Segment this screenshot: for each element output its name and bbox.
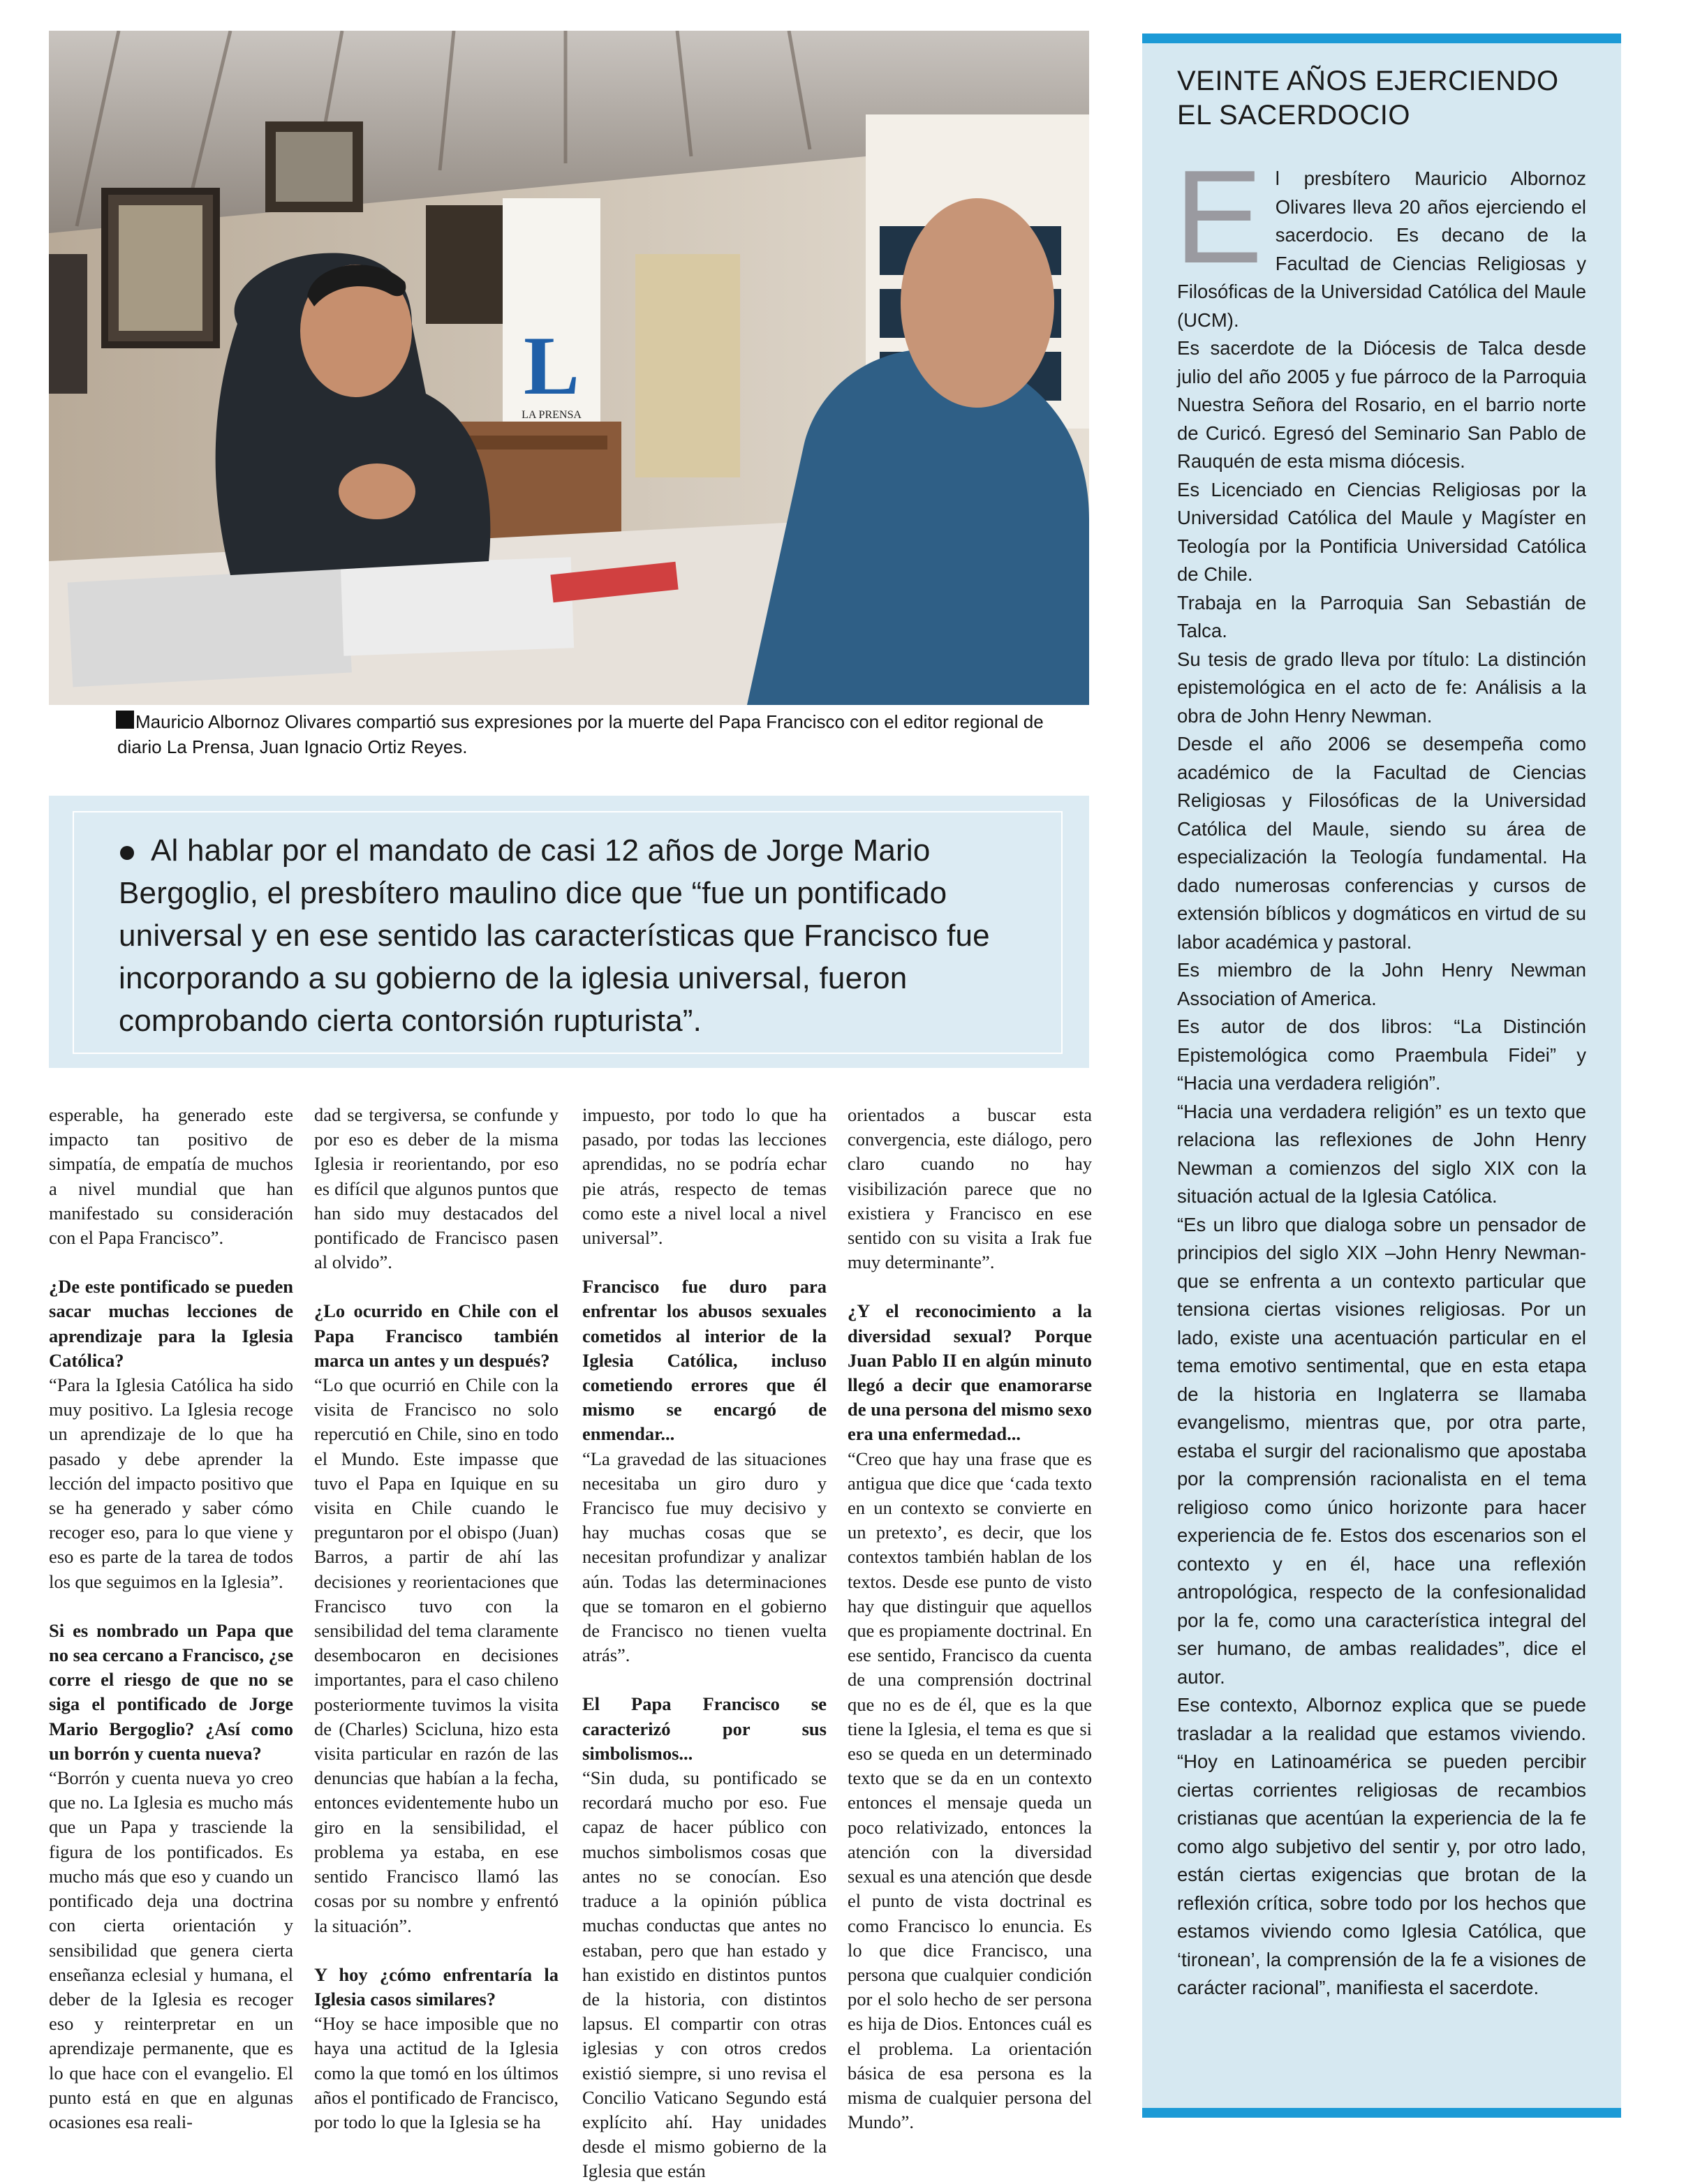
interview-question: Y hoy ¿cómo enfrentaría la Iglesia casos similares? — [314, 1963, 559, 2010]
sidebar-paragraph: Trabaja en la Parroquia San Sebastián de Talca. — [1177, 591, 1586, 641]
interview-answer: dad se tergiversa, se confunde y por eso es deber de la misma Iglesia ir reorientando, por eso es difícil que algunos puntos que han sido muy destacados del pontificado de Francisco pasen al olvido”. — [314, 1104, 559, 1273]
pull-quote-text — [119, 829, 1047, 1042]
sidebar-paragraph: Es miembro de la John Henry Newman Association of America. — [1177, 959, 1586, 1009]
sidebar-paragraph: Ese contexto, Albornoz explica que se puede trasladar a la realidad que estamos viviendo. “Hoy en Latinoamérica se pueden percibir ciertas corrientes religiosas de recambios cristianas que acentúan la experiencia de la fe como algo subjetivo del sentir y, por otro lado, están ciertas exigencias que brotan de la reflexión crítica, sobre todo por los hechos que estamos viviendo como Iglesia Católica, que ‘tironean’, la comprensión de la fe a visiones de carácter racional”, manifiesta el sacerdote. — [1177, 1694, 1586, 1998]
logo-letter: L — [523, 319, 580, 412]
interview-question: Si es nombrado un Papa que no sea cercano a Francisco, ¿se corre el riesgo de que no se siga el pontificado de Jorge Mario Bergoglio? ¿Así como un borrón y cuenta nueva? — [49, 1619, 293, 1764]
sidebar-paragraph: l presbítero Mauricio Albornoz Olivares lleva 20 años ejerciendo el sacerdocio. Es decano de la Facultad de Ciencias Religiosas y Filosóficas de la Universidad Católica del Maule (UCM). — [1177, 168, 1586, 331]
sidebar-paragraph: Desde el año 2006 se desempeña como académico de la Facultad de Ciencias Religiosas y Filosóficas de la Universidad Católica del Maule, siendo su área de especialización la Teología fundamental. Ha dado numerosas conferencias y cursos de extensión bíblicos y dogmáticos en virtud de su labor académica y pastoral. — [1177, 733, 1586, 953]
interview-answer: orientados a buscar esta convergencia, este diálogo, pero claro cuando no hay visibilización parece que no existiera y Francisco en ese sentido con su visita a Irak fue muy determinante”. — [848, 1104, 1092, 1273]
interview-question: ¿Lo ocurrido en Chile con el Papa Francisco también marca un antes y un después? — [314, 1300, 559, 1371]
pull-quote-span: Al hablar por el mandato de casi 12 años de Jorge Mario Bergoglio, el presbítero maulino dice que “fue un pontificado universal y en ese sentido las características que Francisco fue incorporando a su gobierno de la iglesia universal, fueron comprobando cierta contorsión rupturista”. — [119, 833, 990, 1038]
sidebar-paragraph: Es autor de dos libros: “La Distinción Epistemológica como Praembula Fidei” y “Hacia una verdadera religión”. — [1177, 1016, 1586, 1094]
sidebar-paragraph: “Hacia una verdadera religión” es un texto que relaciona las reflexiones de John Henry Newman a comienzos del siglo XIX con la situación actual de la Iglesia Católica. — [1177, 1100, 1586, 1207]
article-column-4 — [848, 1103, 1092, 2134]
interview-question: ¿De este pontificado se pueden sacar muchas lecciones de aprendizaje para la Iglesia Católica? — [49, 1276, 293, 1371]
interview-answer: “Lo que ocurrió en Chile con la visita de Francisco no solo repercutió en Chile, sino en todo el Mundo. Este impasse que tuvo el Papa en Iquique en su visita en Chile cuando le preguntaron por el obispo (Juan) Barros, a partir de ahí las decisiones y reorientaciones que Francisco tuvo con la sensibilidad del tema claramente desembocaron en decisiones importantes, para el caso chileno posteriormente tuvimos la visita de (Charles) Scicluna, hizo esta visita particular en razón de las denuncias que habían a la fecha, entonces evidentemente hubo un giro en la sensibilidad, el problema ya estaba, en ese sentido Francisco llamó las cosas por su nombre y enfrentó la situación”. — [314, 1374, 559, 1936]
article-column-3 — [582, 1103, 827, 2184]
interview-answer: “Sin duda, su pontificado se recordará mucho por eso. Fue capaz de hacer público con muchos simbolismos cosas que antes no se conocían. Eso traduce a la opinión pública muchas conductas que antes no estaban, pero que han estado y han existido en distintos puntos de la historia, con distintos lapsus. El compartir con otras iglesias y con otros credos existió siempre, si uno revisa el Concilio Vaticano Segundo está explícito ahí. Hay unidades desde el mismo gobierno de la Iglesia que están — [582, 1767, 827, 2182]
interview-answer: “La gravedad de las situaciones necesitaba un giro duro y Francisco fue muy decisivo y hay muchas cosas que se necesitan profundizar y analizar aún. Todas las determinaciones que se tomaron en el gobierno de Francisco no tienen vuelta atrás”. — [582, 1448, 827, 1666]
interview-answer: “Creo que hay una frase que es antigua que dice que ‘cada texto en un contexto se convierte en un pretexto’, es decir, que los contextos también hablan de los textos. Desde ese punto de visto hay que distinguir que aquellos que es propiamente doctrinal. En ese sentido, Francisco da cuenta de una comprensión doctrinal que no es de él, que es la que tiene la Iglesia, el tema es que si eso se queda en un determinado texto que se da en un contexto entonces el mensaje queda un poco relativizado, entonces la atención con la diversidad sexual es una atención que desde el punto de vista doctrinal es como Francisco lo enuncia. Es lo que dice Francisco, una persona que cualquier condición por el solo hecho de ser persona es hija de Dios. Entonces cuál es el problema. La orientación básica de esa persona es la misma de cualquier persona del Mundo”. — [848, 1448, 1092, 2133]
interview-question: El Papa Francisco se caracterizó por sus simbolismos... — [582, 1693, 827, 1764]
interview-photo — [49, 31, 1089, 705]
photo-illustration — [49, 31, 1089, 705]
drop-cap: E — [1174, 143, 1263, 291]
sidebar-paragraph: Su tesis de grado lleva por título: La distinción epistemológica en el acto de fe: Análisis a la obra de John Henry Newman. — [1177, 648, 1586, 727]
interview-answer: “Borrón y cuenta nueva yo creo que no. La Iglesia es mucho más que un Papa y trasciende la figura de los pontificados. Es mucho más que eso y cuando un pontificado deja una doctrina con cierta orientación y sensibilidad que genera cierta enseñanza eclesial y humana, el deber de la Iglesia es recoger eso y reinterpretar en un aprendizaje permanente, que es lo que hace con el evangelio. El punto está en que en algunas ocasiones esa reali- — [49, 1767, 293, 2132]
interview-answer: “Para la Iglesia Católica ha sido muy positivo. La Iglesia recoge un aprendizaje de lo que ha pasado y debe aprender la lección del impacto positivo que se ha generado y saber cómo recoger eso, para lo que viene y eso es parte de la tarea de todos los que seguimos en la Iglesia”. — [49, 1374, 293, 1592]
interview-answer: “Hoy se hace imposible que no haya una actitud de la Iglesia como la que tomó en los últimos años el pontificado de Francisco, por todo lo que la Iglesia se ha — [314, 2013, 559, 2132]
article-column-1 — [49, 1103, 293, 2134]
sidebar-paragraph: “Es un libro que dialoga sobre un pensador de principios del siglo XIX –John Henry Newman- que se enfrenta a un contexto particular que tensiona ciertas visiones religiosas. Por un lado, existe una acentuación particular en el tema emotivo sentimental, que en esta etapa de la historia en Inglaterra se llamaba evangelismo, mientras que, por otra parte, estaba el surgir del racionalismo que apostaba por la comprensión racionalista en el tema religioso como único horizonte para hacer experiencia de fe. Estos dos escenarios son el contexto y en él, hace una reflexión antropológica, respecto de la confesionalidad por la fe, como una característica integral del ser humano, de ambas realidades”, dice el autor. — [1177, 1213, 1586, 1688]
sidebar-body — [1174, 143, 1586, 2003]
photo-caption: Mauricio Albornoz Olivares compartió sus expresiones por la muerte del Papa Francisco con el editor regional de diario La Prensa, Juan Ignacio Ortiz Reyes. — [117, 711, 1044, 757]
sidebar-title: VEINTE AÑOS EJERCIENDO EL SACERDOCIO — [1177, 66, 1559, 131]
sidebar-bottom-rule — [1142, 2108, 1621, 2118]
article-column-2 — [314, 1103, 559, 2134]
sidebar-top-rule — [1142, 34, 1621, 43]
logo-text: LA PRENSA — [522, 409, 582, 421]
sidebar-paragraph: Es sacerdote de la Diócesis de Talca desde julio del año 2005 y fue párroco de la Parroquia Nuestra Señora del Rosario, en el barrio norte de Curicó. Egresó del Seminario San Pablo de Rauquén de esta misma diócesis. — [1177, 337, 1586, 472]
interview-question: Francisco fue duro para enfrentar los abusos sexuales cometidos al interior de la Iglesia Católica, incluso cometiendo errores que él mismo se encargó de enmendar... — [582, 1276, 827, 1445]
interview-answer: impuesto, por todo lo que ha pasado, por todas las lecciones aprendidas, no se podría echar pie atrás, respecto de temas como este a nivel local a nivel universal”. — [582, 1104, 827, 1249]
interview-question: ¿Y el reconocimiento a la diversidad sexual? Porque Juan Pablo II en algún minuto llegó a decir que enamorarse de una persona del mismo sexo era una enfermedad... — [848, 1300, 1092, 1445]
sidebar-paragraph: Es Licenciado en Ciencias Religiosas por la Universidad Católica del Maule y Magíster en Teología por la Pontificia Universidad Católica de Chile. — [1177, 478, 1586, 585]
interview-answer: esperable, ha generado este impacto tan positivo de simpatía, de empatía de muchos a nivel mundial que han manifestado su consideración con el Papa Francisco”. — [49, 1104, 293, 1249]
